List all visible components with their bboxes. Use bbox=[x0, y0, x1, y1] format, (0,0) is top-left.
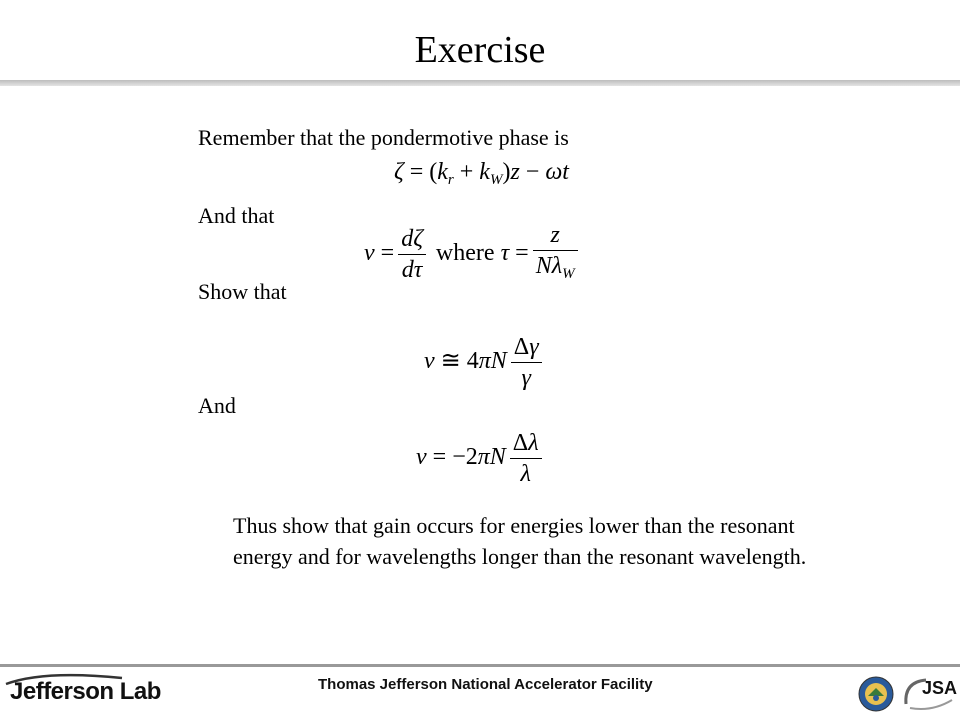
equation-nu-gamma: ν ≅ 4πN $\frac{\Delta\gamma}{\gamma}$ bbox=[424, 332, 546, 393]
text-remember: Remember that the pondermotive phase is bbox=[198, 125, 569, 150]
text-and: And bbox=[198, 393, 236, 418]
equation-nu-definition: ν = $\frac{d\zeta}{d\tau}$ where τ = $\frac{z}{N\lambda_W}$ bbox=[364, 220, 582, 289]
title-divider bbox=[0, 80, 960, 86]
slide-title: Exercise bbox=[414, 29, 546, 71]
doe-seal-icon bbox=[858, 676, 894, 712]
footer-divider bbox=[0, 664, 960, 667]
facility-name: Thomas Jefferson National Accelerator Facility bbox=[318, 676, 653, 693]
jefferson-lab-logo: Jefferson Lab bbox=[10, 678, 161, 705]
equation-nu-lambda: ν = −2πN $\frac{\Delta\lambda}{\lambda}$ bbox=[416, 428, 546, 489]
closing-paragraph: Thus show that gain occurs for energies lower than the resonant energy and for wavelengths longer than the resonant wavelength. bbox=[233, 513, 807, 569]
text-show-that: Show that bbox=[198, 279, 287, 304]
text-and-that: And that bbox=[198, 203, 275, 228]
equation-phase: $\zeta = (k_r + k_W)z - \omega t$ bbox=[394, 159, 569, 188]
jsa-logo: JSA bbox=[922, 678, 958, 698]
where-word: where bbox=[435, 240, 495, 267]
